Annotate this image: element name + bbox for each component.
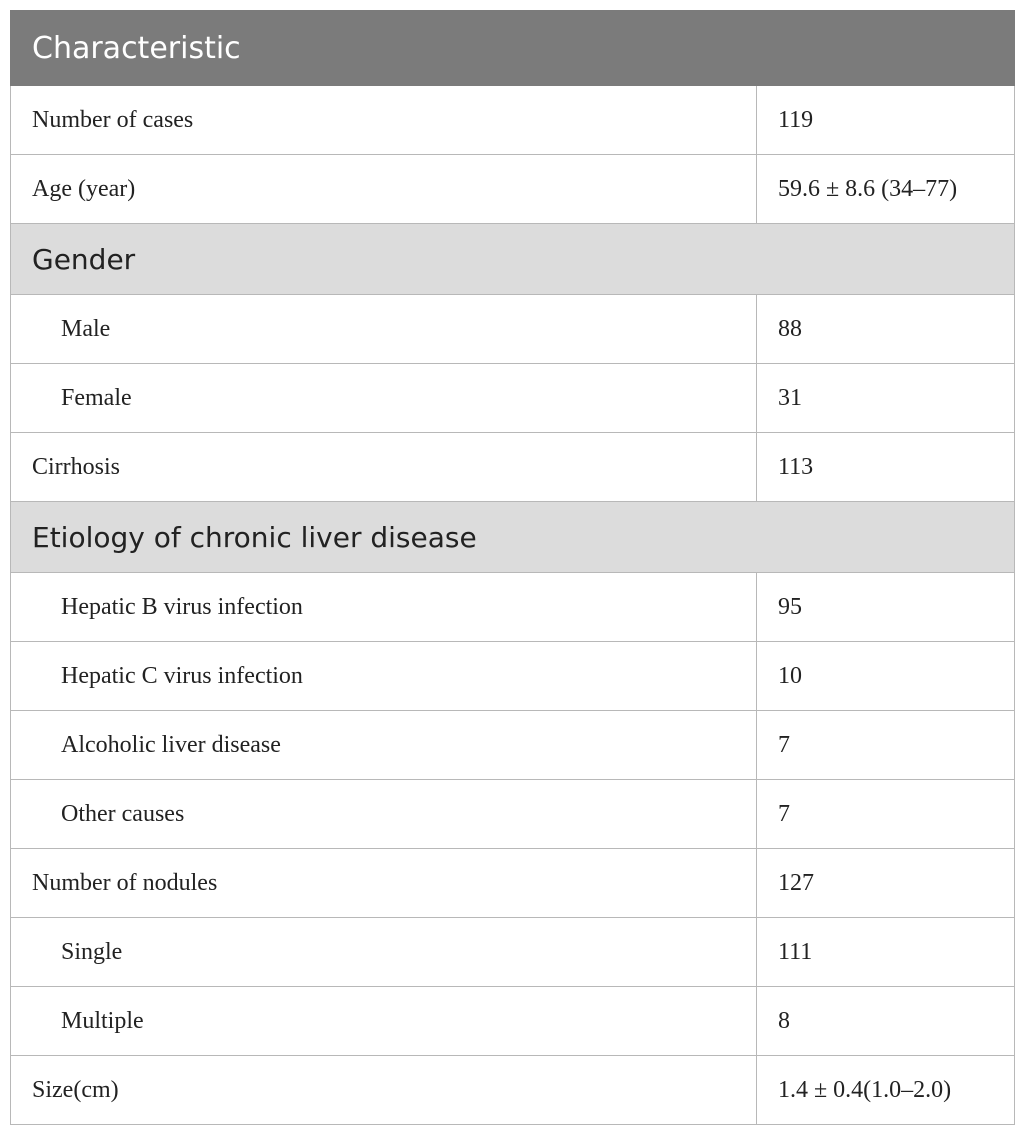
table-row (11, 364, 1015, 433)
table-row (11, 1056, 1015, 1125)
row-value: 7 (757, 711, 1015, 780)
table-row (11, 573, 1015, 642)
row-value: 10 (757, 642, 1015, 711)
row-label: Age (year) (11, 155, 757, 224)
row-label: Alcoholic liver disease (11, 711, 757, 780)
row-value: 88 (757, 295, 1015, 364)
header-characteristic: Characteristic (11, 11, 757, 86)
row-value: 31 (757, 364, 1015, 433)
table-row (11, 155, 1015, 224)
row-label: Female (11, 364, 757, 433)
table-row (11, 711, 1015, 780)
section-row-etiology (11, 502, 1015, 573)
table-row (11, 987, 1015, 1056)
row-label: Hepatic B virus infection (11, 573, 757, 642)
row-label: Size(cm) (11, 1056, 757, 1125)
row-label: Male (11, 295, 757, 364)
row-value: 127 (757, 849, 1015, 918)
row-label: Number of cases (11, 86, 757, 155)
table-row (11, 433, 1015, 502)
row-label: Number of nodules (11, 849, 757, 918)
table-row (11, 642, 1015, 711)
row-value: 7 (757, 780, 1015, 849)
row-value: 113 (757, 433, 1015, 502)
section-row-gender (11, 224, 1015, 295)
table-row (11, 295, 1015, 364)
header-value (757, 11, 1015, 86)
row-label: Multiple (11, 987, 757, 1056)
table-row (11, 86, 1015, 155)
table-row (11, 780, 1015, 849)
table-header-row (11, 11, 1015, 86)
row-value: 119 (757, 86, 1015, 155)
characteristics-table (10, 10, 1015, 1125)
table-row (11, 918, 1015, 987)
row-value: 8 (757, 987, 1015, 1056)
row-value: 111 (757, 918, 1015, 987)
section-label: Etiology of chronic liver disease (11, 502, 1015, 573)
row-label: Single (11, 918, 757, 987)
row-label: Other causes (11, 780, 757, 849)
table-row (11, 849, 1015, 918)
row-label: Hepatic C virus infection (11, 642, 757, 711)
section-label: Gender (11, 224, 1015, 295)
row-label: Cirrhosis (11, 433, 757, 502)
row-value: 95 (757, 573, 1015, 642)
row-value: 59.6 ± 8.6 (34–77) (757, 155, 1015, 224)
row-value: 1.4 ± 0.4(1.0–2.0) (757, 1056, 1015, 1125)
